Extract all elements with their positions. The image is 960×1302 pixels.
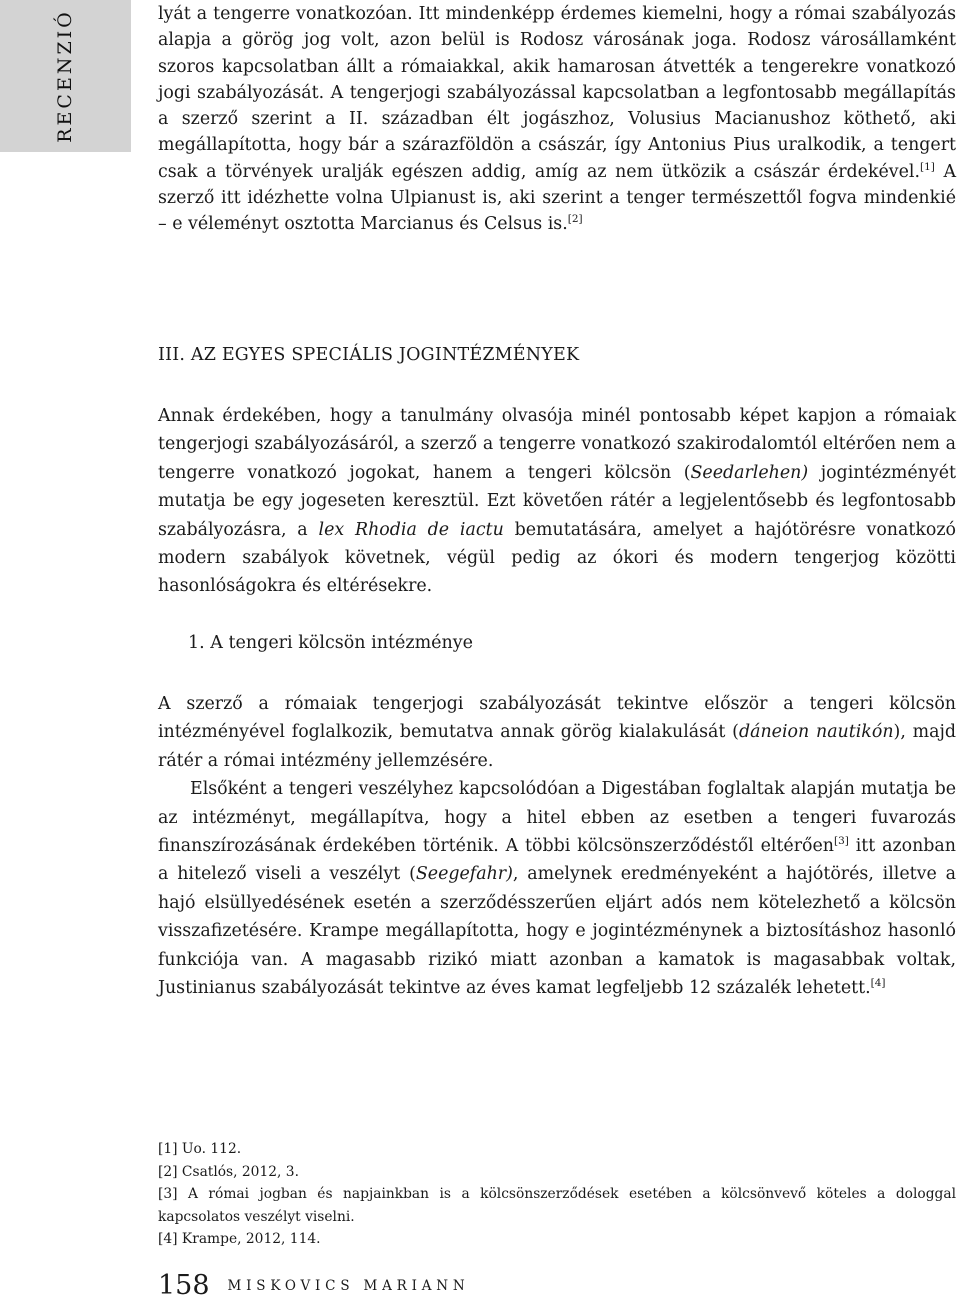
- footnote-ref-4[interactable]: [4]: [870, 977, 886, 990]
- paragraph-text: Annak érdekében, hogy a tanulmány olvasója minél pontosabb képet kapjon a rómaiak tengerjogi szabályozásáról, a szerző a tengerre vonatkozó szakirodalomtól eltérően nem a tengerre vonatkozó jogokat, hanem a tengeri kölcsön (: [158, 406, 956, 483]
- section-tab-label: RECENZIÓ: [54, 9, 76, 143]
- paragraph-text: ), majd rátér a római intézmény jellemzésére.: [158, 722, 957, 771]
- paragraph-1: [158, 1, 956, 238]
- paragraph-2: [158, 402, 956, 601]
- paragraph-text: A szerző a rómaiak tengerjogi szabályozását tekintve először a tengeri kölcsön intézményével foglalkozik, bemutatva annak görög kialakulását (: [158, 694, 956, 743]
- footnote-ref-3[interactable]: [3]: [834, 835, 849, 848]
- paragraph-text: Elsőként a tengeri veszélyhez kapcsolódóan a Digestában foglaltak alapján mutatja be az intézményt, megállapítva, hogy a hitel ebben az esetben a tengeri fuvarozás finanszírozásának érdekében történik. A többi kölcsönszerződéstől eltérően: [158, 779, 956, 857]
- italic-term: lex Rhodia de iactu: [318, 519, 504, 540]
- section-heading: III. AZ EGYES SPECIÁLIS JOGINTÉZMÉNYEK: [158, 345, 580, 365]
- footnotes: [158, 1138, 956, 1251]
- section-tab: [0, 0, 131, 152]
- paragraph-text: lyát a tengerre vonatkozóan. Itt mindenképp érdemes kiemelni, hogy a római szabályozás alapja a görög jog volt, azon belül is Rodosz városának joga. Rodosz városállamként szoros kapcsolatban állt a rómaiakkal, akik hamarosan átvették a tengerekre vonatkozó jogi szabályozását. A tengerjogi szabályozással kapcsolatban a legfontosabb megállapítás a szerző szerint a II. században élt jogászhoz, Volusius Macianushoz köthető, aki megállapította, hogy bár a szárazföldön a császár, így Antonius Pius uralkodik, a tengert csak a törvények uralják egészen addig, amíg az nem ütközik a császár érdekével.: [158, 4, 956, 182]
- paragraph-text: A szerző itt idézhette volna Ulpianust is, aki szerint a tenger természettől fogva mindenkié – e véleményt osztotta Marcianus és Celsus is.: [158, 161, 957, 235]
- italic-term: Seegefahr): [415, 864, 513, 885]
- italic-term: dáneion nautikón: [738, 722, 894, 743]
- paragraph-4: [158, 775, 956, 1002]
- paragraph-text: bemutatására, amelyet a hajótörésre vonatkozó modern szabályok követnek, végül pedig az ókori és modern tengerjog közötti hasonlóságokra és eltérésekre.: [158, 519, 956, 597]
- running-author: MISKOVICS MARIANN: [227, 1277, 470, 1294]
- paragraph-group-3: [158, 690, 956, 1002]
- footnote-ref-1[interactable]: [1]: [920, 160, 935, 173]
- paragraph-text: itt azonban a hitelező viseli a veszélyt (: [158, 836, 956, 885]
- subsection-heading: 1. A tengeri kölcsön intézménye: [188, 633, 474, 653]
- paragraph-3: [158, 690, 956, 775]
- italic-term: Seedarlehen): [690, 462, 809, 483]
- footnote-3: [3] A római jogban és napjainkban is a kölcsönszerződések esetében a kölcsönvevő köteles a dologgal kapcsolatos veszélyt viselni.: [158, 1186, 956, 1225]
- footnote-1: [1] Uo. 112.: [158, 1141, 242, 1157]
- page-footer: [158, 1270, 470, 1301]
- paragraph-text: jogintézményét mutatja be egy jogeseten keresztül. Ezt követően rátér a legjelentősebb és legfontosabb szabályozásra, a: [158, 462, 956, 540]
- paragraph-text: , amelynek eredményeként a hajótörés, illetve a hajó elsüllyedésének esetén a szerződésszerűen eljárt adós nem kötelezhető a kölcsön visszafizetésére. Krampe megállapította, hogy e jogintézménynek a biztosításhoz hasonló funkciója van. A magasabb rizikó miatt azonban a kamatok is magasabbak voltak, Justinianus szabályozását tekintve az éves kamat legfeljebb 12 százalék lehetett.: [158, 864, 956, 999]
- page-number: 158: [158, 1270, 210, 1301]
- footnote-ref-2[interactable]: [2]: [567, 213, 583, 226]
- footnote-4: [4] Krampe, 2012, 114.: [158, 1231, 321, 1247]
- footnote-2: [2] Csatlós, 2012, 3.: [158, 1163, 299, 1180]
